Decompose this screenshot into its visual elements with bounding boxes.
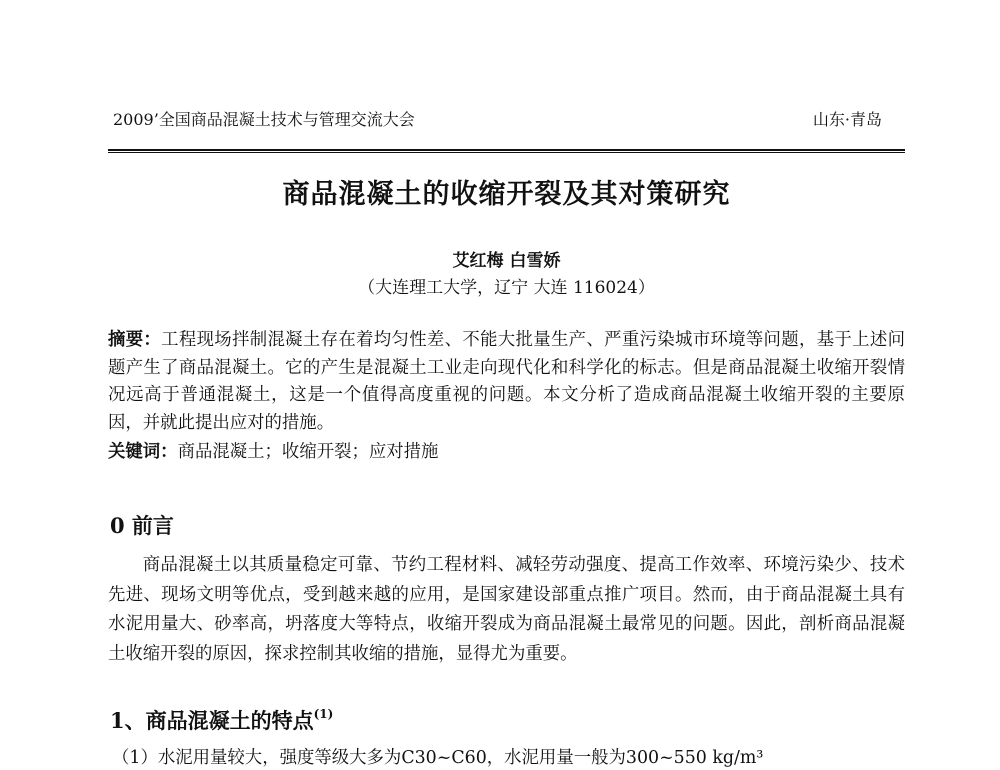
- affiliation: （大连理工大学，辽宁 大连 116024）: [358, 278, 655, 298]
- intro-paragraph: 商品混凝土以其质量稳定可靠、节约工程材料、减轻劳动强度、提高工作效率、环境污染少、技术先进、现场文明等优点，受到越来越的应用，是国家建设部重点推广项目。然而，由于商品混凝土具有水泥用量大、砂率高，坍落度大等特点，收缩开裂成为商品混凝土最常见的问题。因此，剖析商品混凝土收缩开裂的原因，探求控制其收缩的措施，显得尤为重要。: [108, 555, 905, 664]
- abstract-text: 工程现场拌制混凝土存在着均匀性差、不能大批量生产、严重污染城市环境等问题，基于上述问题产生了商品混凝土。它的产生是混凝土工业走向现代化和科学化的标志。但是商品混凝土收缩开裂情况远高于普通混凝土，这是一个值得高度重视的问题。本文分析了造成商品混凝土收缩开裂的主要原因，并就此提出应对的措施。: [108, 330, 905, 433]
- keywords: [108, 439, 905, 466]
- location-header: 山东·青岛: [812, 110, 882, 129]
- header-rule: [108, 149, 905, 151]
- header-rule-thin: [108, 152, 905, 153]
- abstract-label: 摘要：: [108, 330, 162, 350]
- section-heading-intro: 0 前言: [110, 513, 174, 538]
- list-item-first-line: （1）水泥用量较大，强度等级大多为C30~C60，水泥用量一般为300~550 kg/m³: [112, 748, 764, 768]
- conference-header: 2009’全国商品混凝土技术与管理交流大会: [113, 110, 415, 129]
- keywords-label: 关键词：: [108, 442, 178, 462]
- reference-marker: (1): [313, 707, 334, 721]
- paper-title: 商品混凝土的收缩开裂及其对策研究: [282, 179, 731, 210]
- abstract: [108, 327, 905, 437]
- section-heading-features: [110, 705, 333, 735]
- intro-body: [108, 551, 905, 669]
- keywords-text: 商品混凝土；收缩开裂；应对措施: [177, 442, 439, 462]
- authors: 艾红梅 白雪娇: [452, 251, 561, 271]
- section-1-title: 1、商品混凝土的特点: [110, 708, 314, 733]
